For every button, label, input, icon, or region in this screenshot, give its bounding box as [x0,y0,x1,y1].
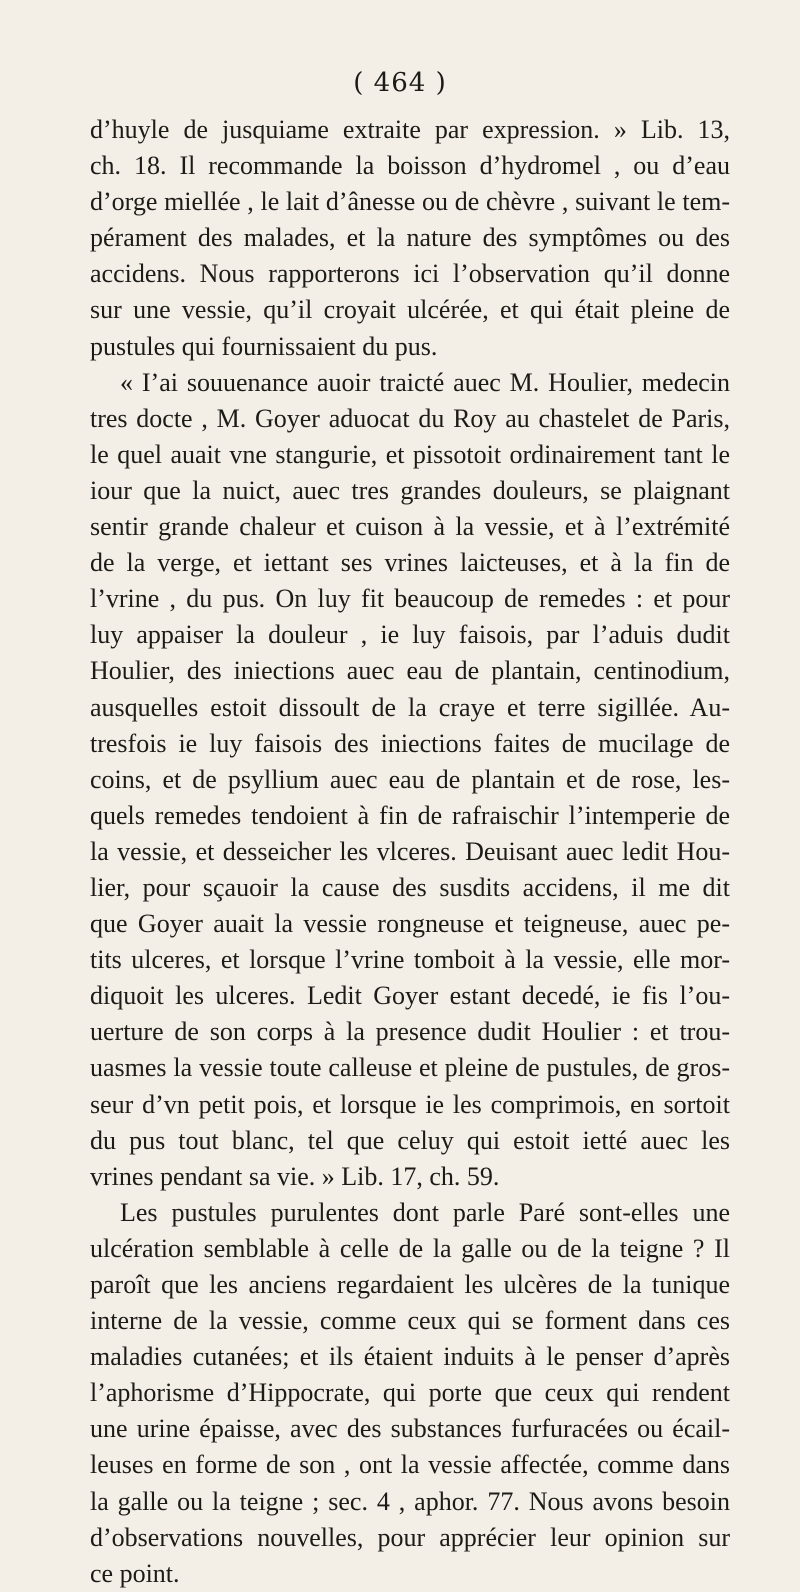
text-line: diquoit les ulceres. Ledit Goyer estant decedé, ie fis l’ou- [90,981,730,1011]
text-line: iour que la nuict, auec tres grandes douleurs, se plaignant [90,475,730,505]
page-number: ( 464 ) [353,68,447,98]
text-line: d’observations nouvelles, pour apprécier leur opinion sur [90,1522,730,1552]
text-line: sentir grande chaleur et cuison à la vessie, et à l’extrémité [90,512,730,542]
text-line: ausquelles estoit dissoult de la craye et terre sigillée. Au- [90,692,730,722]
text-line: quels remedes tendoient à fin de rafraischir l’intemperie de [90,800,730,830]
text-line: paroît que les anciens regardaient les ulcères de la tunique [90,1270,730,1299]
text-line: uasmes la vessie toute calleuse et pleine de pustules, de gros- [90,1053,730,1083]
text-line: leuses en forme de son , ont la vessie affectée, comme dans [90,1450,730,1480]
text-line: la vessie, et desseicher les vlceres. Deuisant auec ledit Hou- [90,836,730,866]
text-line: ce point. [90,1558,180,1588]
text-line: l’aphorisme d’Hippocrate, qui porte que ceux qui rendent [90,1378,730,1408]
text-line: la galle ou la teigne ; sec. 4 , aphor. 77. Nous avons besoin [90,1486,730,1516]
body-text [90,112,730,1592]
text-line: d’orge miellée , le lait d’ânesse ou de chèvre , suivant le tem- [90,187,730,217]
text-line: Houlier, des iniections auec eau de plantain, centinodium, [90,656,730,686]
text-line: seur d’vn petit pois, et lorsque ie les comprimois, en sortoit [90,1089,730,1119]
text-line: sur une vessie, qu’il croyait ulcérée, et qui était pleine de [90,295,730,325]
text-line: interne de la vessie, comme ceux qui se forment dans ces [90,1306,730,1336]
text-line: ch. 18. Il recommande la boisson d’hydromel , ou d’eau [90,151,730,181]
text-line: d’huyle de jusquiame extraite par expression. » Lib. 13, [90,115,730,144]
text-line: pérament des malades, et la nature des symptômes ou des [90,223,730,253]
text-line: coins, et de psyllium auec eau de plantain et de rose, les- [90,764,730,794]
text-line: du pus tout blanc, tel que celuy qui estoit ietté auec les [90,1125,730,1155]
text-line: le quel auait vne stangurie, et pissotoit ordinairement tant le [90,439,730,469]
text-line: accidens. Nous rapporterons ici l’observation qu’il donne [90,259,730,289]
text-line: vrines pendant sa vie. » Lib. 17, ch. 59. [90,1161,500,1191]
text-line: Les pustules purulentes dont parle Paré sont-elles une [120,1197,730,1227]
text-line: une urine épaisse, avec des substances furfuracées ou écail- [90,1414,730,1444]
text-line: maladies cutanées; et ils étaient induits à le penser d’après [90,1342,730,1372]
text-line: l’vrine , du pus. On luy fit beaucoup de remedes : et pour [90,584,730,614]
text-line: ulcération semblable à celle de la galle ou de la teigne ? Il [90,1233,730,1263]
text-line: lier, pour sçauoir la cause des susdits accidens, il me dit [90,872,730,902]
text-line: tits ulceres, et lorsque l’vrine tomboit à la vessie, elle mor- [90,945,730,975]
text-line: luy appaiser la douleur , ie luy faisois, par l’aduis dudit [90,620,730,650]
text-line: tres docte , M. Goyer aduocat du Roy au chastelet de Paris, [90,403,730,433]
text-line: de la verge, et iettant ses vrines laicteuses, et à la fin de [90,548,730,578]
text-line: « I’ai souuenance auoir traicté auec M. Houlier, medecin [120,367,730,397]
text-line: que Goyer auait la vessie rongneuse et teigneuse, auec pe- [90,909,730,939]
text-line: uerture de son corps à la presence dudit Houlier : et trou- [90,1017,730,1047]
text-line: tresfois ie luy faisois des iniections faites de mucilage de [90,728,730,758]
text-line: pustules qui fournissaient du pus. [90,331,438,361]
